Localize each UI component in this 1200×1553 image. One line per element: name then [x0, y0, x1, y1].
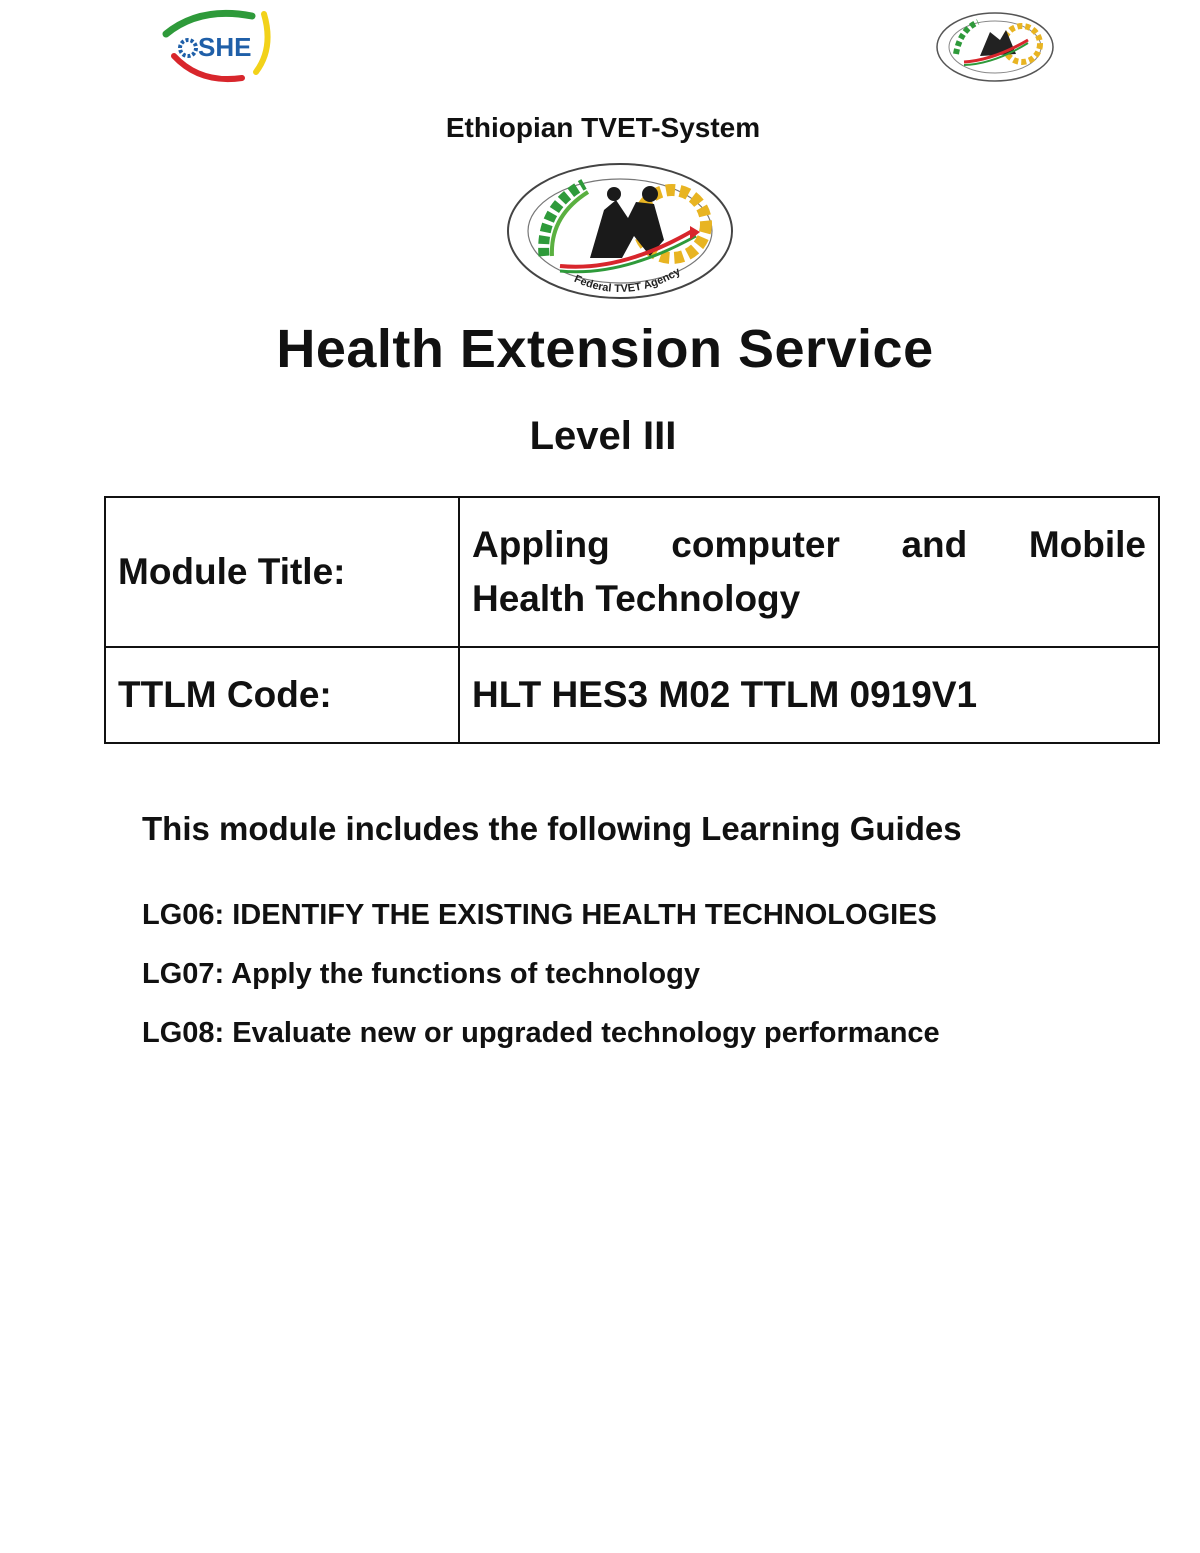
module-title-value [459, 497, 1159, 647]
ttlm-code-value: HLT HES3 M02 TTLM 0919V1 [459, 647, 1159, 743]
module-info-table [104, 496, 1160, 744]
ttlm-code-row [105, 647, 1159, 743]
she-logo [160, 8, 278, 86]
learning-guide-list [142, 895, 940, 1072]
guides-intro: This module includes the following Learning Guides [142, 810, 962, 847]
module-title-row [105, 497, 1159, 647]
module-title-value-line2: Health Technology [472, 578, 801, 619]
tvet-agency-logo-small [934, 10, 1056, 84]
level-title: Level III [529, 414, 677, 458]
module-title-label: Module Title: [105, 497, 459, 647]
module-title-value-line1: Appling computer and Mobile [472, 524, 1146, 565]
agency-ring-text: Federal TVET Agency [572, 265, 683, 296]
tvet-agency-logo [504, 160, 736, 302]
system-title: Ethiopian TVET-System [445, 112, 761, 143]
learning-guide-item: LG08: Evaluate new or upgraded technology performance [142, 1017, 940, 1049]
she-logo-text: SHE [198, 32, 252, 62]
learning-guide-item: LG06: IDENTIFY THE EXISTING HEALTH TECHNOLOGIES [142, 899, 937, 931]
learning-guide-item: LG07: Apply the functions of technology [142, 958, 700, 990]
main-title: Health Extension Service [276, 319, 934, 379]
ttlm-code-label: TTLM Code: [105, 647, 459, 743]
